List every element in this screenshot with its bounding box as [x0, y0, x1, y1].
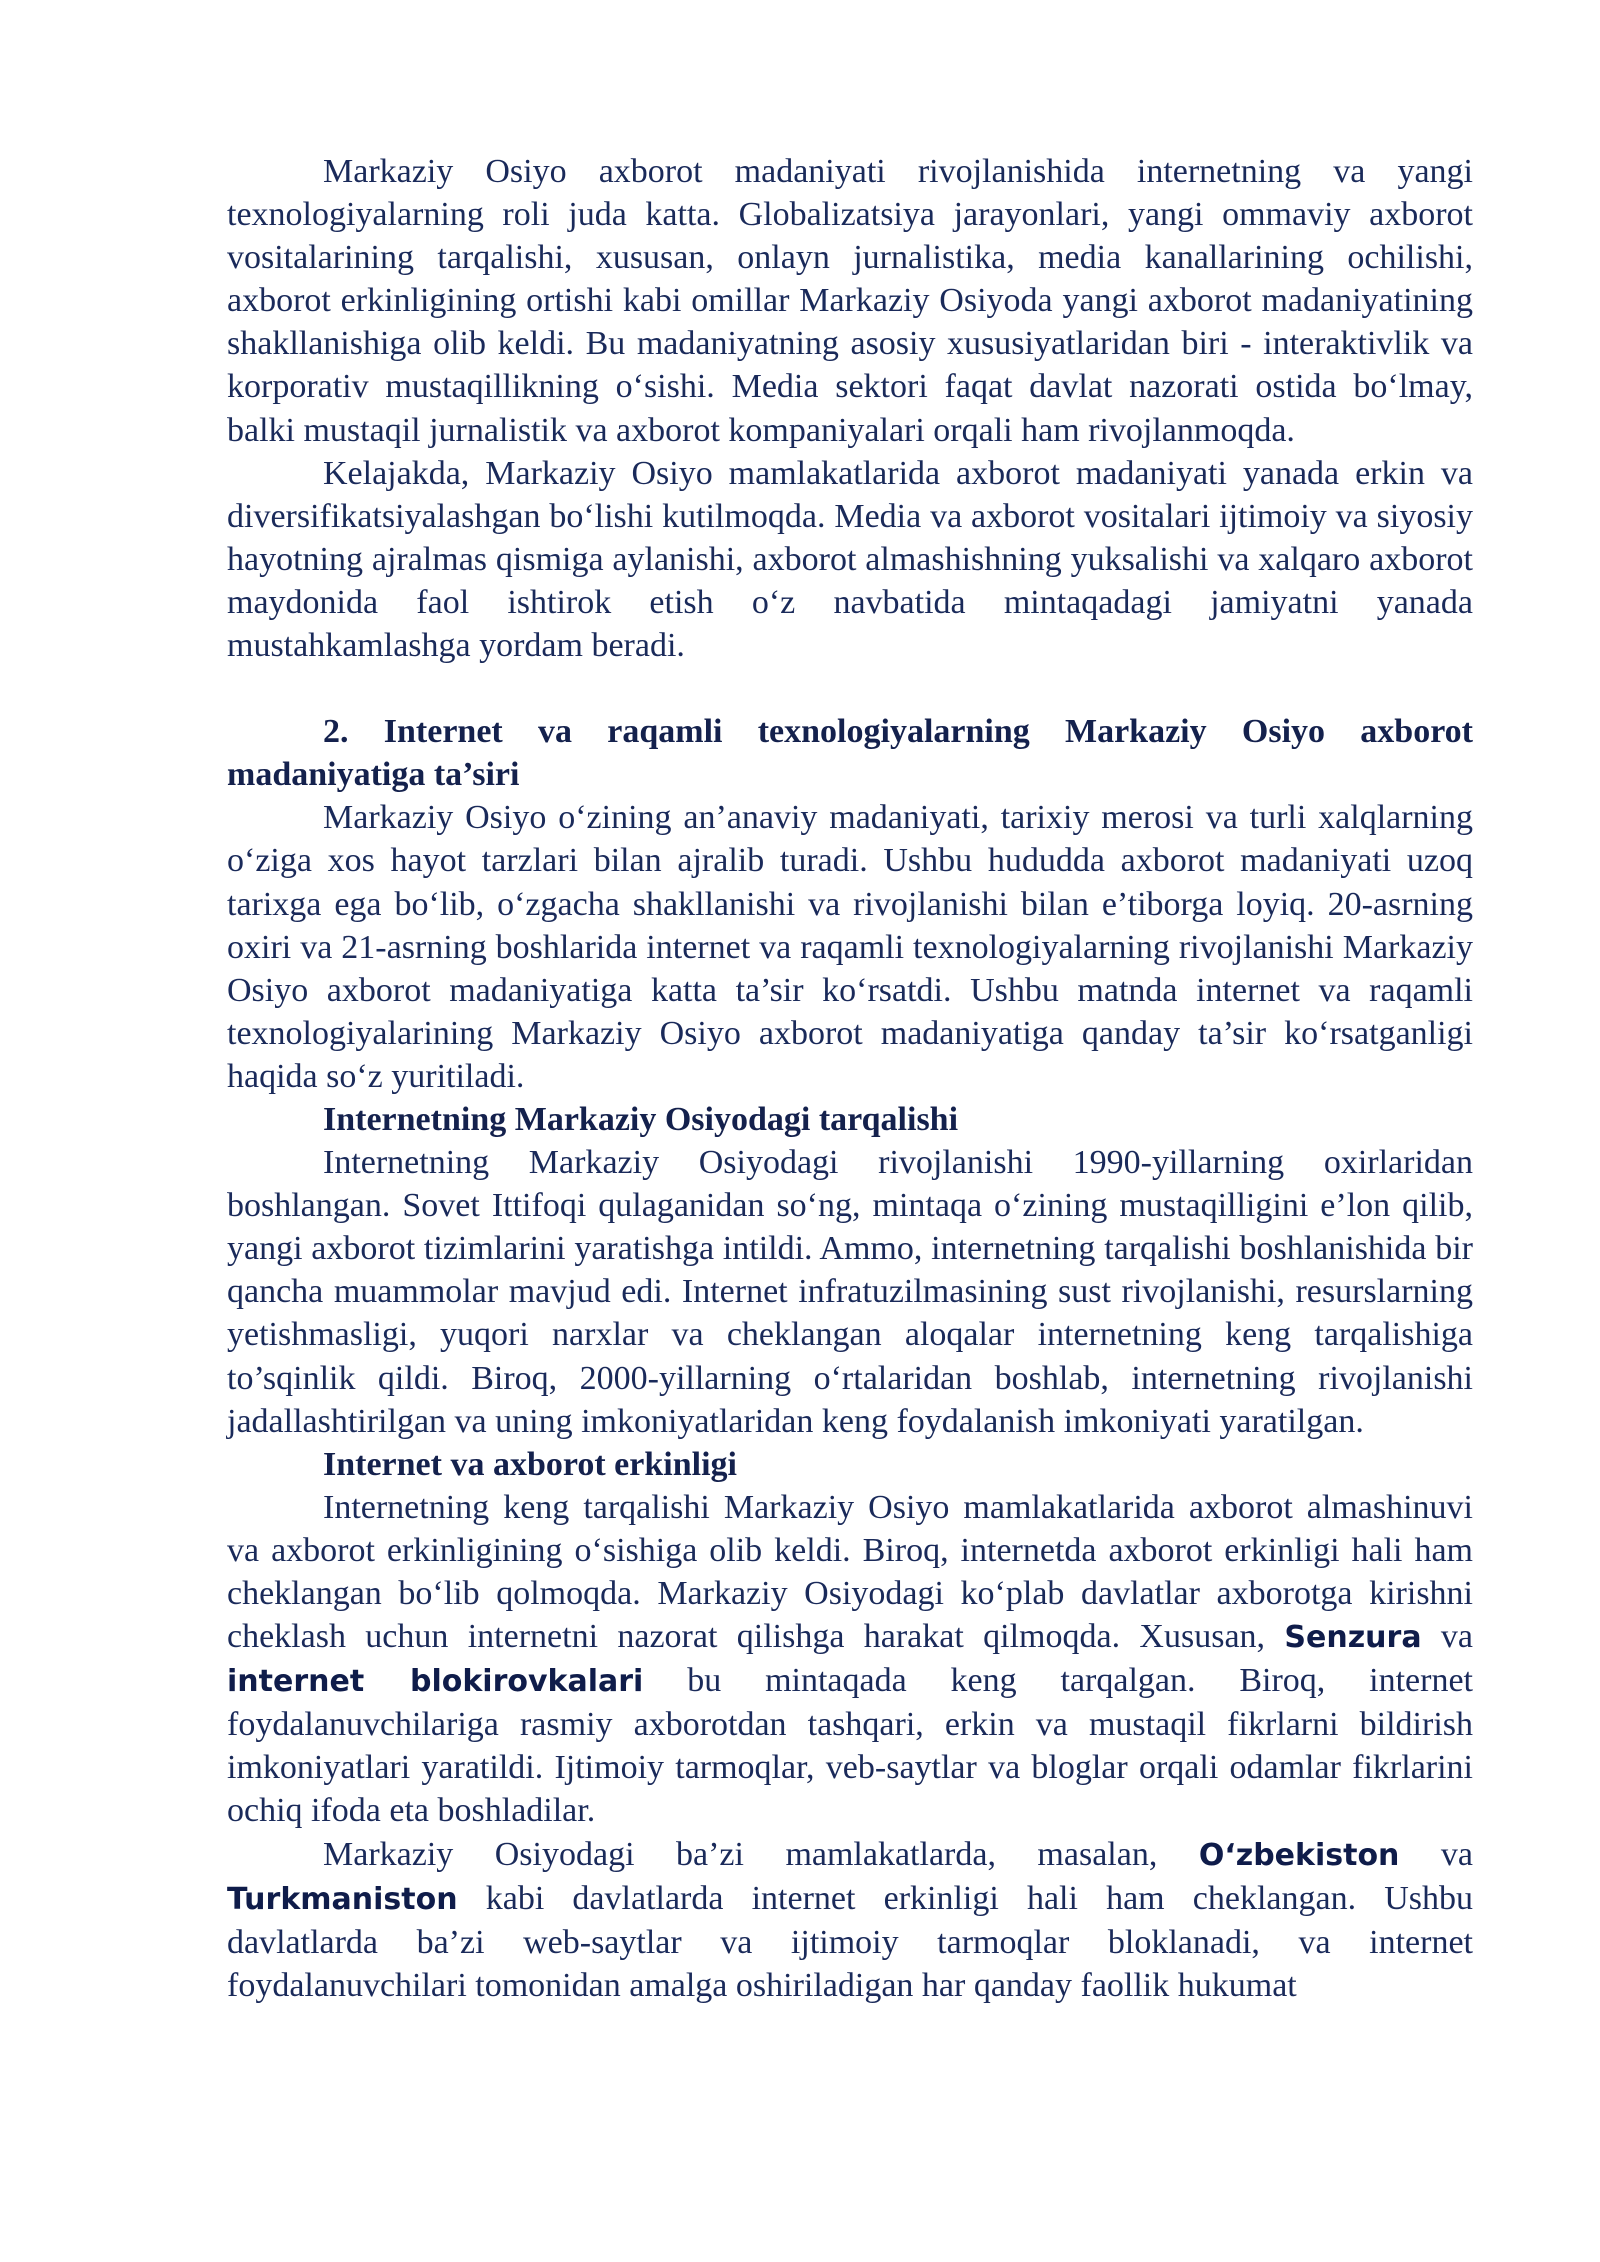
text-run: Markaziy Osiyodagi ba’zi mamlakatlarda, masalan,: [323, 1835, 1158, 1873]
paragraph: Markaziy Osiyo o‘zining an’anaviy madaniyati, tarixiy merosi va turli xalqlarning o‘ziga xos hayot tarzlari bilan ajralib turadi. Ushbu hududda axborot madaniyati uzoq tarixga ega bo‘lib, o‘zgacha shakllanishi va rivojlanishi bilan e’tiborga loyiq. 20-asrning oxiri va 21-asrning boshlarida internet va raqamli texnologiyalarning rivojlanishi Markaziy Osiyo axborot madaniyatiga katta ta’sir ko‘rsatdi. Ushbu matnda internet va raqamli texnologiyalarining Markaziy Osiyo axborot madaniyatiga qanday ta’sir ko‘rsatganligi haqida so‘z yuritiladi.: [227, 799, 1473, 1095]
keyword-highlight: Senzura: [1284, 1620, 1422, 1656]
document-page: [227, 150, 1473, 2007]
keyword-highlight: Turkmaniston: [227, 1881, 458, 1917]
paragraph: Markaziy Osiyo axborot madaniyati rivojlanishida internetning va yangi texnologiyalarning roli juda katta. Globalizatsiya jarayonlari, yangi ommaviy axborot vositalarining tarqalishi, xususan, onlayn jurnalistika, media kanallarining ochilishi, axborot erkinligining ortishi kabi omillar Markaziy Osiyoda yangi axborot madaniyatining shakllanishiga olib keldi. Bu madaniyatning asosiy xususiyatlaridan biri - interaktivlik va korporativ mustaqillikning o‘sishi. Media sektori faqat davlat nazorati ostida bo‘lmay, balki mustaqil jurnalistik va axborot kompaniyalari orqali ham rivojlanmoqda.: [227, 153, 1473, 449]
paragraph-spacer: [227, 667, 1473, 710]
section-heading: 2. Internet va raqamli texnologiyalarning Markaziy Osiyo axborot madaniyatiga ta’siri: [227, 713, 1473, 794]
subsection-heading: Internetning Markaziy Osiyodagi tarqalishi: [323, 1100, 959, 1138]
text-run: va: [1440, 1618, 1474, 1656]
keyword-highlight: O‘zbekiston: [1198, 1837, 1400, 1873]
text-run: bu mintaqada keng tarqalgan. Biroq, internet foydalanuvchilariga rasmiy axborotdan tashqari, erkin va mustaqil fikrlarni bildirish imkoniyatlari yaratildi. Ijtimoiy tarmoqlar, veb-saytlar va bloglar orqali odamlar fikrlarini ochiq ifoda eta boshladilar.: [227, 1662, 1474, 1830]
text-run: Internetning keng tarqalishi Markaziy Osiyo mamlakatlarida axborot almashinuvi va axborot erkinligining o‘sishiga olib keldi. Biroq, internetda axborot erkinligi hali ham cheklangan bo‘lib qolmoqda. Markaziy Osiyodagi ko‘plab davlatlar axborotga kirishni cheklash uchun internetni nazorat qilishga harakat qilmoqda. Xususan,: [227, 1488, 1473, 1656]
subsection-heading: Internet va axborot erkinligi: [323, 1445, 737, 1483]
paragraph: Internetning Markaziy Osiyodagi rivojlanishi 1990-yillarning oxirlaridan boshlangan. Sovet Ittifoqi qulaganidan so‘ng, mintaqa o‘zining mustaqilligini e’lon qilib, yangi axborot tizimlarini yaratishga intildi. Ammo, internetning tarqalishi boshlanishida bir qancha muammolar mavjud edi. Internet infratuzilmasining sust rivojlanishi, resurslarning yetishmasligi, yuqori narxlar va cheklangan aloqalar internetning keng tarqalishiga to’sqinlik qildi. Biroq, 2000-yillarning o‘rtalaridan boshlab, internetning rivojlanishi jadallashtirilgan va uning imkoniyatlaridan keng foydalanish imkoniyati yaratilgan.: [227, 1144, 1473, 1440]
text-run: va: [1440, 1835, 1473, 1873]
paragraph: [227, 1486, 1473, 1833]
paragraph: Kelajakda, Markaziy Osiyo mamlakatlarida axborot madaniyati yanada erkin va diversifikatsiyalashgan bo‘lishi kutilmoqda. Media va axborot vositalari ijtimoiy va siyosiy hayotning ajralmas qismiga aylanishi, axborot almashishning yuksalishi va xalqaro axborot maydonida faol ishtirok etish o‘z navbatida mintaqadagi jamiyatni yanada mustahkamlashga yordam beradi.: [227, 454, 1473, 665]
text-run: kabi davlatlarda internet erkinligi hali ham cheklangan. Ushbu davlatlarda ba’zi web-saytlar va ijtimoiy tarmoqlar bloklanadi, va internet foydalanuvchilari tomonidan amalga oshiriladigan har qanday faollik hukumat: [227, 1879, 1474, 2004]
paragraph: [227, 1833, 1473, 2007]
keyword-highlight: internet blokirovkalari: [227, 1664, 644, 1700]
